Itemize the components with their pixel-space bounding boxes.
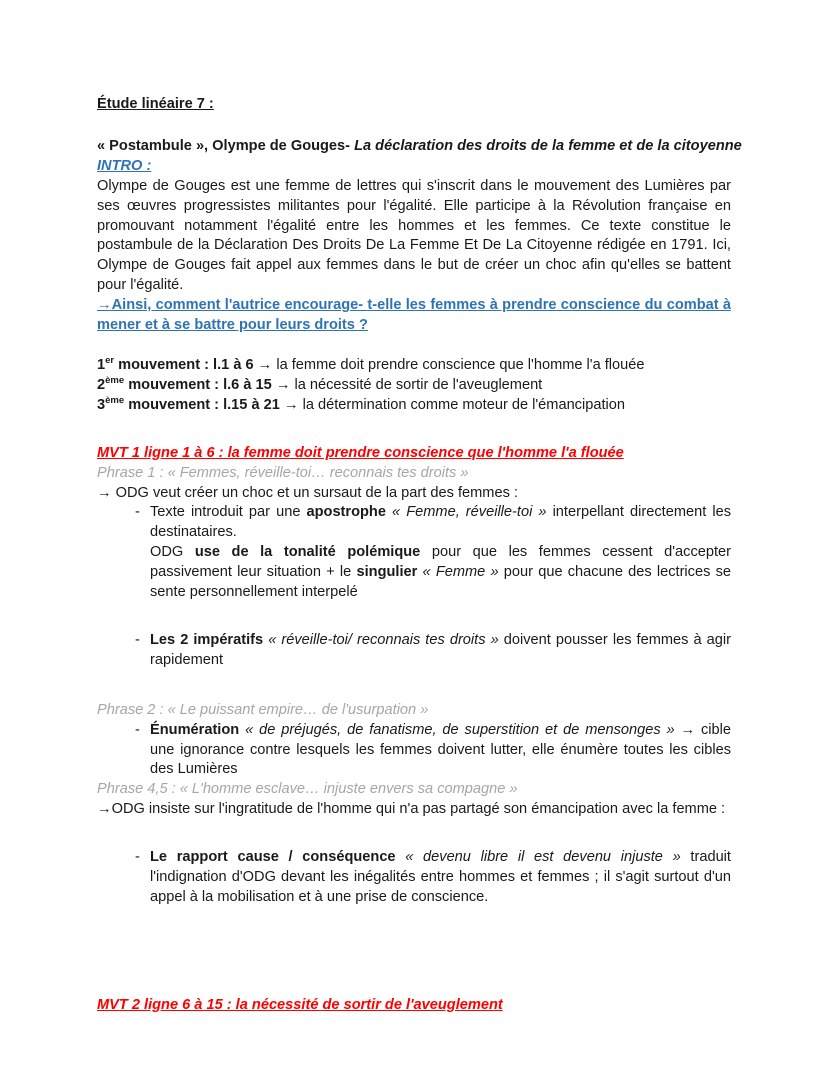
movement-line-3: 3ème mouvement : l.15 à 21 → la détermination comme moteur de l'émancipation: [97, 394, 625, 413]
work-heading: « Postambule », Olympe de Gouges- La déclaration des droits de la femme et de la citoyenne: [97, 137, 742, 154]
bullet-item-apostrophe: [97, 503, 731, 543]
bullet-item-enumeration: [97, 721, 731, 781]
mvt1-thesis-2: →ODG insiste sur l'ingratitude de l'homme qui n'a pas partagé son émancipation avec la femme :: [97, 801, 726, 818]
phrase45-label: Phrase 4,5 : « L'homme esclave… injuste envers sa compagne »: [97, 781, 518, 798]
bullet-text: Le rapport cause / conséquence « devenu libre il est devenu injuste » traduit l'indignation d'ODG devant les inégalités entre hommes et femmes ; il s'agit surtout d'un appel à la mobilisation et à une prise de conscience.: [150, 849, 731, 905]
bullet-dash: -: [135, 631, 140, 648]
bullet-dash: -: [135, 849, 140, 866]
document-page: [97, 95, 742, 1016]
movements-list: [97, 356, 731, 416]
bullet-text: Les 2 impératifs « réveille-toi/ reconnais tes droits » doivent pousser les femmes à agir rapidement: [150, 631, 731, 668]
intro-paragraph: Olympe de Gouges est une femme de lettres qui s'inscrit dans le mouvement des Lumières par ses œuvres progressistes militantes pour l'égalité. Elle participe à la Révolution française en promouvant notamment l'égalité entre les hommes et les femmes. Ce texte constitue le postambule de la Déclaration Des Droits De La Femme Et De La Citoyenne rédigée en 1791. Ici, Olympe de Gouges fait appel aux femmes dans le but de créer un choc afin qu'elles se battent pour l'égalité.: [97, 177, 731, 294]
bullet-text: Énumération « de préjugés, de fanatisme, de superstition et de mensonges » → cible une ignorance contre lesquels les femmes doivent lutter, elle énumère toutes les cibles des Lumières: [150, 721, 732, 778]
problematique-question: →Ainsi, comment l'autrice encourage- t-elle les femmes à prendre conscience du combat à mener et à se battre pour leurs droits ?: [97, 297, 731, 334]
movement-line-1: 1er mouvement : l.1 à 6 → la femme doit prendre conscience que l'homme l'a flouée: [97, 355, 645, 373]
bullet-item-imperatifs: [97, 631, 731, 671]
phrase1-label: Phrase 1 : « Femmes, réveille-toi… reconnais tes droits »: [97, 464, 469, 481]
mvt1-heading: MVT 1 ligne 1 à 6 : la femme doit prendre conscience que l'homme l'a flouée: [97, 444, 624, 461]
bullet-text: Texte introduit par une apostrophe « Femme, réveille-toi » interpellant directement les destinataires.: [150, 504, 731, 541]
phrase2-label: Phrase 2 : « Le puissant empire… de l'usurpation »: [97, 701, 429, 718]
mvt2-heading: MVT 2 ligne 6 à 15 : la nécessité de sortir de l'aveuglement: [97, 996, 503, 1013]
bullet-item-cause-consequence: [97, 848, 731, 908]
mvt1-thesis: → ODG veut créer un choc et un sursaut de la part des femmes :: [97, 484, 518, 501]
bullet-dash: -: [135, 504, 140, 521]
movement-line-2: 2ème mouvement : l.6 à 15 → la nécessité de sortir de l'aveuglement: [97, 375, 543, 393]
bullet-dash: -: [135, 721, 140, 738]
bullet-continuation-tonalite: ODG use de la tonalité polémique pour que les femmes cessent d'accepter passivement leur situation + le singulier « Femme » pour que chacune des lectrices se sente personnellement interpelé: [150, 544, 732, 601]
document-title: Étude linéaire 7 :: [97, 96, 214, 112]
intro-label: INTRO :: [97, 157, 152, 174]
